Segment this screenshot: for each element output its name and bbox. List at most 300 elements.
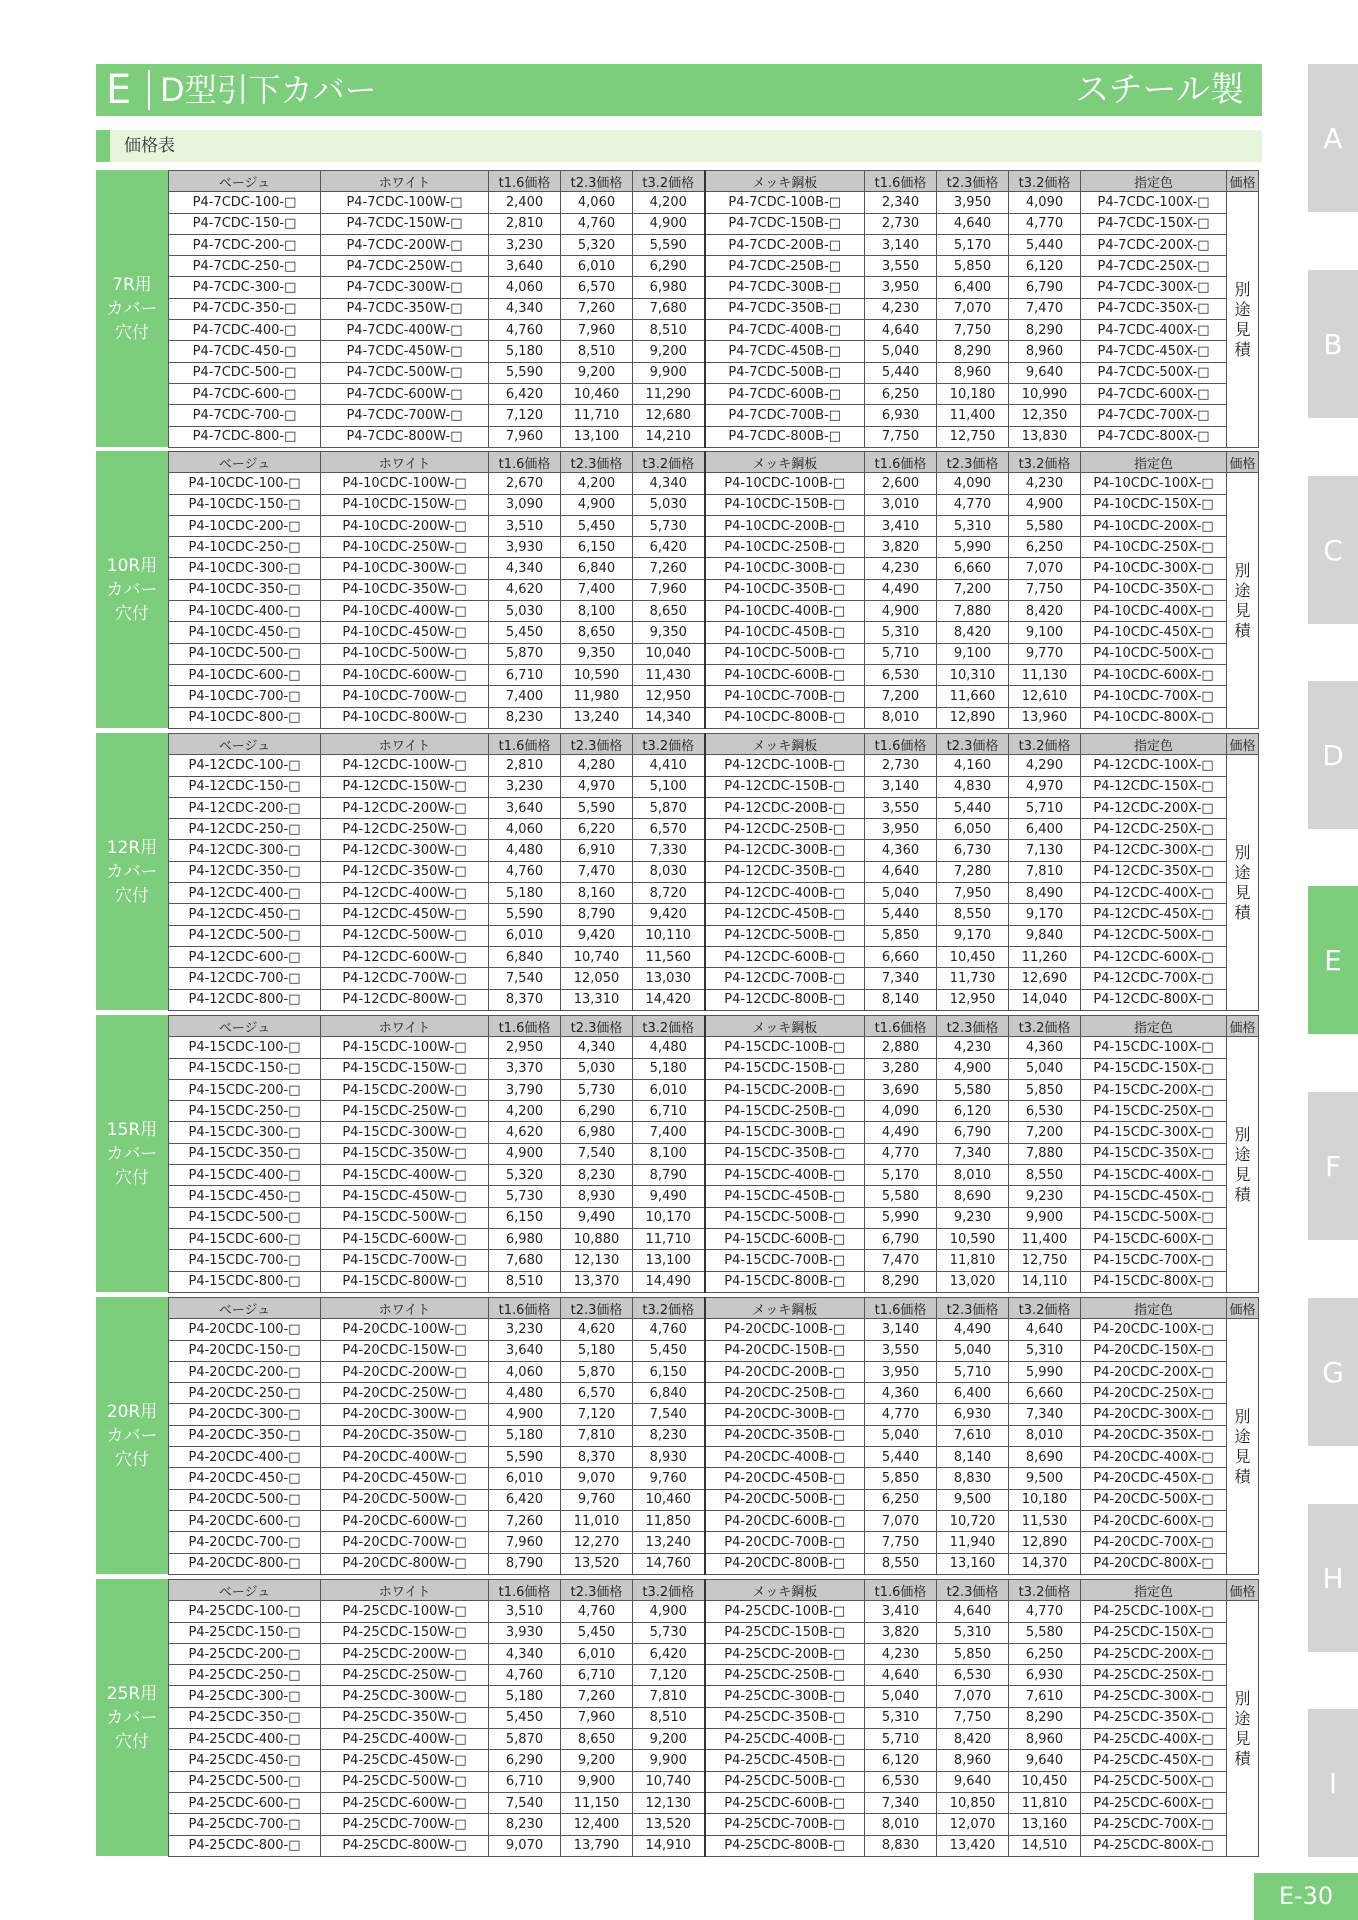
table-cell: 4,900 — [865, 601, 937, 622]
table-cell: P4-15CDC-250X-□ — [1081, 1101, 1227, 1122]
column-header: 指定色 — [1081, 1298, 1227, 1319]
table-cell: 10,850 — [937, 1792, 1009, 1813]
table-cell: 6,660 — [865, 946, 937, 967]
side-tab-h[interactable]: H — [1308, 1504, 1358, 1652]
block-label-line: 穴付 — [115, 1449, 149, 1470]
table-cell: 9,760 — [633, 1468, 705, 1489]
table-cell: 11,710 — [561, 405, 633, 426]
table-cell: 6,530 — [937, 1665, 1009, 1686]
table-cell: P4-10CDC-100-□ — [169, 473, 321, 494]
table-cell: 8,510 — [633, 1707, 705, 1728]
table-cell: 8,930 — [561, 1186, 633, 1207]
table-cell: 4,770 — [865, 1143, 937, 1164]
table-cell: P4-20CDC-450B-□ — [705, 1468, 865, 1489]
table-cell: 5,100 — [633, 776, 705, 797]
side-tab-d[interactable]: D — [1308, 681, 1358, 829]
table-cell: P4-12CDC-700-□ — [169, 968, 321, 989]
table-cell: 7,400 — [489, 686, 561, 707]
table-cell: P4-10CDC-300X-□ — [1081, 558, 1227, 579]
table-cell: P4-10CDC-450W-□ — [321, 622, 489, 643]
table-cell: 13,520 — [633, 1814, 705, 1835]
table-cell: P4-12CDC-100W-□ — [321, 755, 489, 776]
side-tab-g[interactable]: G — [1308, 1298, 1358, 1446]
table-cell: P4-20CDC-200B-□ — [705, 1361, 865, 1382]
table-cell: 14,420 — [633, 989, 705, 1010]
table-cell: P4-7CDC-100X-□ — [1081, 192, 1227, 213]
table-cell: 9,070 — [489, 1835, 561, 1856]
table-cell: 9,900 — [1009, 1207, 1081, 1228]
table-cell: P4-15CDC-300-□ — [169, 1122, 321, 1143]
table-cell: P4-12CDC-150W-□ — [321, 776, 489, 797]
table-cell: P4-20CDC-150W-□ — [321, 1340, 489, 1361]
table-cell: P4-10CDC-200X-□ — [1081, 515, 1227, 536]
price-table — [168, 1015, 1259, 1293]
table-cell: 7,470 — [1009, 298, 1081, 319]
table-cell: 10,450 — [1009, 1771, 1081, 1792]
price-block — [96, 733, 1262, 1010]
table-cell: P4-7CDC-200B-□ — [705, 234, 865, 255]
table-cell: 5,990 — [865, 1207, 937, 1228]
table-cell: 8,290 — [1009, 320, 1081, 341]
table-cell: 5,590 — [489, 904, 561, 925]
column-header: ホワイト — [321, 734, 489, 755]
table-cell: P4-7CDC-450B-□ — [705, 341, 865, 362]
table-cell: P4-20CDC-400B-□ — [705, 1447, 865, 1468]
table-cell: 2,670 — [489, 473, 561, 494]
table-row — [169, 1186, 1259, 1207]
block-label-line: 25R用 — [106, 1683, 158, 1704]
table-cell: 10,040 — [633, 643, 705, 664]
table-cell: 3,140 — [865, 1319, 937, 1340]
table-cell: 9,170 — [937, 925, 1009, 946]
table-cell: P4-20CDC-600B-□ — [705, 1510, 865, 1531]
table-cell: P4-10CDC-100W-□ — [321, 473, 489, 494]
table-cell: P4-15CDC-500B-□ — [705, 1207, 865, 1228]
table-cell: 4,490 — [937, 1319, 1009, 1340]
table-cell: 6,660 — [1009, 1383, 1081, 1404]
table-cell: P4-20CDC-250B-□ — [705, 1383, 865, 1404]
table-row — [169, 426, 1259, 447]
column-header: 指定色 — [1081, 452, 1227, 473]
table-cell: 5,850 — [1009, 1079, 1081, 1100]
table-cell: 5,040 — [865, 883, 937, 904]
table-cell: 13,100 — [633, 1250, 705, 1271]
table-cell: P4-25CDC-400B-□ — [705, 1729, 865, 1750]
table-cell: P4-20CDC-600W-□ — [321, 1510, 489, 1531]
table-cell: P4-10CDC-700X-□ — [1081, 686, 1227, 707]
table-cell: P4-7CDC-350-□ — [169, 298, 321, 319]
price-table — [168, 170, 1259, 448]
table-cell: 9,420 — [633, 904, 705, 925]
table-cell: P4-20CDC-700X-□ — [1081, 1532, 1227, 1553]
table-cell: P4-20CDC-350X-□ — [1081, 1425, 1227, 1446]
table-cell: P4-7CDC-500X-□ — [1081, 362, 1227, 383]
table-cell: 7,960 — [561, 320, 633, 341]
column-header: t3.2価格 — [1009, 452, 1081, 473]
table-cell: 6,050 — [937, 819, 1009, 840]
table-cell: P4-12CDC-100X-□ — [1081, 755, 1227, 776]
table-header-row — [169, 734, 1259, 755]
side-tab-f[interactable]: F — [1308, 1092, 1358, 1240]
column-header: t1.6価格 — [489, 1298, 561, 1319]
column-header: ホワイト — [321, 452, 489, 473]
table-cell: 6,980 — [561, 1122, 633, 1143]
table-cell: P4-20CDC-200-□ — [169, 1361, 321, 1382]
table-row — [169, 1271, 1259, 1292]
table-cell: 11,980 — [561, 686, 633, 707]
side-tab-i[interactable]: I — [1308, 1709, 1358, 1857]
table-cell: P4-7CDC-600-□ — [169, 383, 321, 404]
table-cell: P4-25CDC-600-□ — [169, 1792, 321, 1813]
table-cell: P4-10CDC-150-□ — [169, 494, 321, 515]
column-header: t1.6価格 — [865, 1580, 937, 1601]
side-tab-c[interactable]: C — [1308, 476, 1358, 624]
table-cell: 9,420 — [561, 925, 633, 946]
page-header — [96, 64, 1262, 116]
table-cell: 6,910 — [561, 840, 633, 861]
table-cell: P4-10CDC-100X-□ — [1081, 473, 1227, 494]
table-cell: 9,770 — [1009, 643, 1081, 664]
table-row — [169, 707, 1259, 728]
table-cell: 7,400 — [633, 1122, 705, 1143]
table-cell: 11,290 — [633, 383, 705, 404]
table-cell: 5,990 — [1009, 1361, 1081, 1382]
table-cell: 3,140 — [865, 776, 937, 797]
table-cell: P4-7CDC-150X-□ — [1081, 213, 1227, 234]
column-header: t3.2価格 — [633, 1298, 705, 1319]
table-cell: P4-12CDC-200-□ — [169, 797, 321, 818]
table-cell: P4-25CDC-400X-□ — [1081, 1729, 1227, 1750]
table-cell: 4,060 — [489, 277, 561, 298]
page-title: D型引下カバー — [160, 71, 377, 109]
table-cell: 10,590 — [937, 1228, 1009, 1249]
column-header: t2.3価格 — [937, 452, 1009, 473]
table-cell: 14,490 — [633, 1271, 705, 1292]
table-cell: P4-20CDC-600-□ — [169, 1510, 321, 1531]
table-cell: P4-10CDC-500X-□ — [1081, 643, 1227, 664]
table-cell: 4,640 — [865, 1665, 937, 1686]
table-cell: 5,040 — [1009, 1058, 1081, 1079]
table-cell: 10,740 — [561, 946, 633, 967]
column-header: メッキ鋼板 — [705, 734, 865, 755]
table-cell: 11,940 — [937, 1532, 1009, 1553]
table-row — [169, 1468, 1259, 1489]
table-cell: 11,730 — [937, 968, 1009, 989]
table-row — [169, 558, 1259, 579]
table-cell: P4-20CDC-400W-□ — [321, 1447, 489, 1468]
table-cell: 7,340 — [1009, 1404, 1081, 1425]
table-cell: P4-10CDC-250W-□ — [321, 537, 489, 558]
table-cell: 3,410 — [865, 1601, 937, 1622]
table-row — [169, 1553, 1259, 1574]
table-cell: 4,290 — [1009, 755, 1081, 776]
column-header: t1.6価格 — [865, 1016, 937, 1037]
table-cell: 13,100 — [561, 426, 633, 447]
table-cell: 6,530 — [1009, 1101, 1081, 1122]
table-cell: 4,060 — [489, 819, 561, 840]
table-cell: 6,150 — [633, 1361, 705, 1382]
block-label-line: 10R用 — [106, 555, 158, 576]
table-cell: P4-7CDC-700B-□ — [705, 405, 865, 426]
price-block — [96, 1579, 1262, 1856]
table-cell: 4,090 — [1009, 192, 1081, 213]
table-cell: 4,360 — [1009, 1037, 1081, 1058]
table-cell: 12,750 — [937, 426, 1009, 447]
table-cell: 12,350 — [1009, 405, 1081, 426]
table-cell: 6,290 — [489, 1750, 561, 1771]
table-cell: 5,710 — [865, 1729, 937, 1750]
table-cell: 4,200 — [633, 192, 705, 213]
column-header: 価格 — [1227, 452, 1259, 473]
table-cell: P4-10CDC-400X-□ — [1081, 601, 1227, 622]
table-row — [169, 1404, 1259, 1425]
table-row — [169, 537, 1259, 558]
table-cell: 3,640 — [489, 797, 561, 818]
column-header: ベージュ — [169, 171, 321, 192]
table-cell: P4-15CDC-150-□ — [169, 1058, 321, 1079]
table-cell: 8,650 — [633, 601, 705, 622]
section-title: 価格表 — [124, 136, 175, 156]
table-cell: P4-12CDC-150-□ — [169, 776, 321, 797]
side-tab-b[interactable]: B — [1308, 270, 1358, 418]
table-cell: P4-12CDC-350-□ — [169, 861, 321, 882]
column-header: 価格 — [1227, 734, 1259, 755]
side-tab-e[interactable]: E — [1308, 886, 1358, 1034]
table-cell: 4,640 — [937, 1601, 1009, 1622]
table-cell: 4,760 — [489, 320, 561, 341]
table-cell: 10,170 — [633, 1207, 705, 1228]
table-row — [169, 1340, 1259, 1361]
table-row — [169, 1771, 1259, 1792]
table-cell: 3,090 — [489, 494, 561, 515]
table-cell: P4-25CDC-250X-□ — [1081, 1665, 1227, 1686]
table-cell: 4,760 — [489, 861, 561, 882]
block-label-line: カバー — [106, 1425, 158, 1446]
table-row — [169, 1079, 1259, 1100]
table-cell: 14,910 — [633, 1835, 705, 1856]
table-cell: 7,330 — [633, 840, 705, 861]
table-cell: P4-7CDC-100B-□ — [705, 192, 865, 213]
column-header: t2.3価格 — [561, 1298, 633, 1319]
column-header: t1.6価格 — [489, 452, 561, 473]
table-cell: 8,550 — [865, 1553, 937, 1574]
table-cell: P4-20CDC-350-□ — [169, 1425, 321, 1446]
table-cell: 5,850 — [937, 256, 1009, 277]
table-cell: 7,750 — [1009, 579, 1081, 600]
column-header: t1.6価格 — [489, 1016, 561, 1037]
table-cell: P4-25CDC-500X-□ — [1081, 1771, 1227, 1792]
table-cell: P4-20CDC-200W-□ — [321, 1361, 489, 1382]
table-cell: P4-15CDC-300W-□ — [321, 1122, 489, 1143]
table-cell: 8,420 — [937, 1729, 1009, 1750]
table-header-row — [169, 452, 1259, 473]
section-letter: E — [106, 67, 132, 113]
table-cell: P4-25CDC-350-□ — [169, 1707, 321, 1728]
table-cell: P4-25CDC-500-□ — [169, 1771, 321, 1792]
table-cell: P4-7CDC-450X-□ — [1081, 341, 1227, 362]
table-cell: P4-12CDC-300-□ — [169, 840, 321, 861]
table-cell: 6,530 — [865, 1771, 937, 1792]
table-cell: 5,440 — [865, 904, 937, 925]
header-divider — [148, 70, 150, 110]
table-cell: 6,420 — [489, 1489, 561, 1510]
table-row — [169, 256, 1259, 277]
column-header: メッキ鋼板 — [705, 452, 865, 473]
table-cell: 9,840 — [1009, 925, 1081, 946]
table-cell: 3,930 — [489, 537, 561, 558]
table-cell: 7,340 — [937, 1143, 1009, 1164]
table-row — [169, 1792, 1259, 1813]
table-cell: 9,070 — [561, 1468, 633, 1489]
table-cell: P4-10CDC-400B-□ — [705, 601, 865, 622]
table-cell: 6,570 — [561, 1383, 633, 1404]
table-cell: 11,660 — [937, 686, 1009, 707]
column-header: ベージュ — [169, 1298, 321, 1319]
table-cell: P4-15CDC-450W-□ — [321, 1186, 489, 1207]
table-cell: 13,830 — [1009, 426, 1081, 447]
table-cell: P4-25CDC-400W-□ — [321, 1729, 489, 1750]
table-cell: 7,070 — [937, 1686, 1009, 1707]
table-cell: 12,130 — [633, 1792, 705, 1813]
table-cell: 6,930 — [937, 1404, 1009, 1425]
table-cell: P4-10CDC-500B-□ — [705, 643, 865, 664]
table-cell: P4-20CDC-800B-□ — [705, 1553, 865, 1574]
table-cell: P4-20CDC-350B-□ — [705, 1425, 865, 1446]
table-cell: P4-7CDC-600X-□ — [1081, 383, 1227, 404]
table-header-row — [169, 1580, 1259, 1601]
table-row — [169, 1814, 1259, 1835]
table-cell: 13,310 — [561, 989, 633, 1010]
table-cell: 7,810 — [561, 1425, 633, 1446]
table-cell: P4-12CDC-300W-□ — [321, 840, 489, 861]
table-row — [169, 1707, 1259, 1728]
table-cell: 12,070 — [937, 1814, 1009, 1835]
column-header: t1.6価格 — [489, 171, 561, 192]
table-cell: P4-15CDC-400X-□ — [1081, 1165, 1227, 1186]
table-cell: 6,010 — [489, 925, 561, 946]
table-cell: 8,140 — [865, 989, 937, 1010]
table-cell: 3,950 — [865, 277, 937, 298]
table-cell: 6,840 — [489, 946, 561, 967]
table-cell: 4,280 — [561, 755, 633, 776]
column-header: t2.3価格 — [937, 1580, 1009, 1601]
table-cell: 4,230 — [865, 1643, 937, 1664]
table-cell: 4,770 — [865, 1404, 937, 1425]
price-block — [96, 451, 1262, 728]
table-cell: 10,590 — [561, 664, 633, 685]
table-cell: P4-10CDC-800X-□ — [1081, 707, 1227, 728]
column-header: t3.2価格 — [1009, 1298, 1081, 1319]
table-cell: 3,950 — [937, 192, 1009, 213]
table-cell: P4-10CDC-150X-□ — [1081, 494, 1227, 515]
table-cell: P4-15CDC-600B-□ — [705, 1228, 865, 1249]
table-row — [169, 601, 1259, 622]
table-cell: 7,810 — [1009, 861, 1081, 882]
table-cell: 6,250 — [1009, 537, 1081, 558]
table-cell: P4-15CDC-450B-□ — [705, 1186, 865, 1207]
table-cell: 6,290 — [561, 1101, 633, 1122]
table-row — [169, 1250, 1259, 1271]
table-cell: 3,280 — [865, 1058, 937, 1079]
table-cell: P4-25CDC-800W-□ — [321, 1835, 489, 1856]
price-table — [168, 451, 1259, 729]
block-label-line: カバー — [106, 579, 158, 600]
table-cell: 8,230 — [633, 1425, 705, 1446]
table-cell: P4-15CDC-400B-□ — [705, 1165, 865, 1186]
table-cell: P4-15CDC-300X-□ — [1081, 1122, 1227, 1143]
table-cell: 8,100 — [633, 1143, 705, 1164]
table-cell: 8,010 — [865, 707, 937, 728]
table-cell: P4-10CDC-250-□ — [169, 537, 321, 558]
table-cell: 12,950 — [633, 686, 705, 707]
table-cell: 8,030 — [633, 861, 705, 882]
table-cell: P4-12CDC-250X-□ — [1081, 819, 1227, 840]
table-cell: 10,720 — [937, 1510, 1009, 1531]
table-cell: P4-20CDC-500X-□ — [1081, 1489, 1227, 1510]
table-cell: P4-15CDC-200W-□ — [321, 1079, 489, 1100]
table-cell: 4,620 — [489, 579, 561, 600]
table-cell: 6,150 — [489, 1207, 561, 1228]
table-cell: 7,070 — [937, 298, 1009, 319]
price-note: 別 途 見 積 — [1227, 1601, 1259, 1857]
table-cell: 5,450 — [489, 1707, 561, 1728]
table-cell: 13,520 — [561, 1553, 633, 1574]
table-cell: P4-25CDC-100W-□ — [321, 1601, 489, 1622]
table-cell: P4-7CDC-400X-□ — [1081, 320, 1227, 341]
price-block — [96, 170, 1262, 447]
table-cell: 8,650 — [561, 1729, 633, 1750]
table-cell: 13,370 — [561, 1271, 633, 1292]
table-row — [169, 1643, 1259, 1664]
side-tab-a[interactable]: A — [1308, 64, 1358, 212]
table-cell: P4-25CDC-500B-□ — [705, 1771, 865, 1792]
table-cell: 6,400 — [937, 277, 1009, 298]
table-cell: 6,010 — [633, 1079, 705, 1100]
table-cell: 6,420 — [633, 537, 705, 558]
table-cell: 7,960 — [489, 1532, 561, 1553]
table-cell: 7,200 — [937, 579, 1009, 600]
table-cell: 6,290 — [633, 256, 705, 277]
table-cell: 5,870 — [489, 1729, 561, 1750]
table-cell: P4-15CDC-250B-□ — [705, 1101, 865, 1122]
table-cell: P4-20CDC-450W-□ — [321, 1468, 489, 1489]
table-cell: 6,980 — [489, 1228, 561, 1249]
table-cell: P4-25CDC-600W-□ — [321, 1792, 489, 1813]
table-row — [169, 1447, 1259, 1468]
table-cell: P4-12CDC-500-□ — [169, 925, 321, 946]
table-cell: 7,750 — [865, 426, 937, 447]
table-cell: P4-25CDC-200X-□ — [1081, 1643, 1227, 1664]
table-cell: P4-25CDC-150B-□ — [705, 1622, 865, 1643]
table-cell: P4-10CDC-150B-□ — [705, 494, 865, 515]
table-row — [169, 622, 1259, 643]
table-cell: P4-20CDC-500W-□ — [321, 1489, 489, 1510]
table-cell: 5,440 — [1009, 234, 1081, 255]
table-row — [169, 1835, 1259, 1856]
table-cell: 14,340 — [633, 707, 705, 728]
table-row — [169, 904, 1259, 925]
table-cell: 3,550 — [865, 256, 937, 277]
table-cell: 4,640 — [865, 320, 937, 341]
table-row — [169, 989, 1259, 1010]
table-cell: 5,580 — [1009, 1622, 1081, 1643]
table-cell: 3,230 — [489, 234, 561, 255]
block-label-line: 15R用 — [106, 1119, 158, 1140]
table-cell: 4,620 — [489, 1122, 561, 1143]
column-header: ホワイト — [321, 1580, 489, 1601]
table-cell: 5,590 — [633, 234, 705, 255]
table-cell: P4-20CDC-450X-□ — [1081, 1468, 1227, 1489]
